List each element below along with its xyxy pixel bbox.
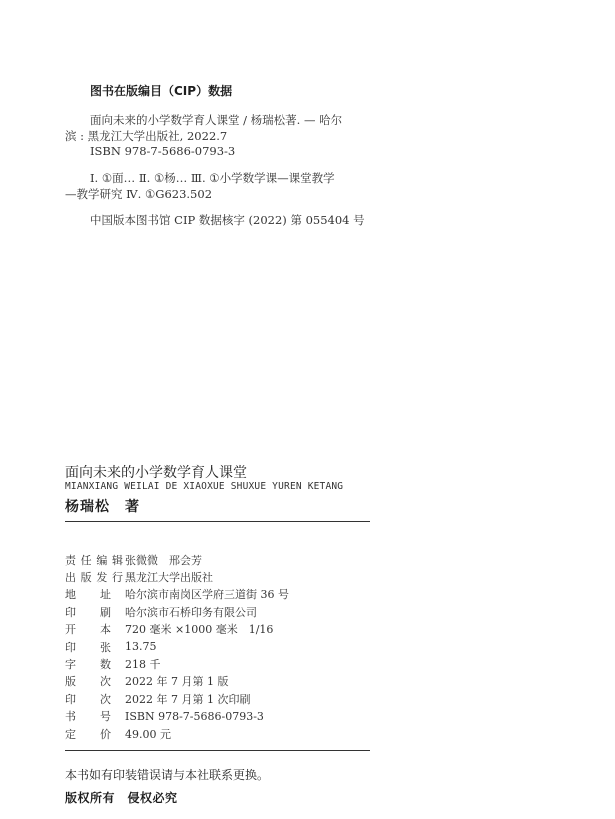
cip-publisher-line: 滨 : 黑龙江大学出版社, 2022.7 bbox=[65, 129, 228, 143]
publication-label-char: 本 bbox=[100, 623, 111, 637]
publication-label-char: 版 bbox=[65, 675, 76, 689]
cip-classification-line-2: —教学研究 Ⅳ. ①G623.502 bbox=[65, 187, 213, 201]
publication-row-value: 黑龙江大学出版社 bbox=[125, 571, 213, 585]
publication-row-value: 49.00 元 bbox=[125, 727, 171, 741]
publication-row-label bbox=[65, 708, 111, 724]
publication-label-char: 开 bbox=[65, 623, 76, 637]
publication-row-value: 13.75 bbox=[125, 640, 157, 654]
publication-label-char: 编 bbox=[96, 553, 108, 567]
publication-row-label bbox=[65, 569, 123, 585]
publication-row-label bbox=[65, 586, 111, 602]
publication-label-char: 地 bbox=[65, 588, 76, 602]
publication-row-label bbox=[65, 621, 111, 637]
cip-classification-line: Ⅰ. ①面… Ⅱ. ①杨… Ⅲ. ①小学数学课—课堂教学 bbox=[90, 171, 335, 185]
cip-library-line: 中国版本图书馆 CIP 数据核字 (2022) 第 055404 号 bbox=[90, 213, 365, 227]
publication-details bbox=[65, 551, 385, 742]
publication-label-char: 刷 bbox=[100, 605, 111, 619]
publication-label-char: 辑 bbox=[111, 553, 123, 567]
publication-row-value: 张微微 邢会芳 bbox=[125, 553, 202, 567]
publication-row-label bbox=[65, 552, 123, 568]
book-title-pinyin: MIANXIANG WEILAI DE XIAOXUE SHUXUE YUREN KETANG bbox=[65, 481, 344, 492]
publication-label-char: 址 bbox=[100, 588, 111, 602]
book-title: 面向未来的小学数学育人课堂 bbox=[65, 465, 247, 481]
publication-row-label bbox=[65, 673, 111, 689]
publication-row-value: 2022 年 7 月第 1 次印刷 bbox=[125, 692, 251, 706]
publication-row bbox=[65, 673, 385, 690]
publication-label-char: 书 bbox=[65, 710, 76, 724]
publication-label-char: 次 bbox=[100, 675, 111, 689]
cip-title-line: 面向未来的小学数学育人课堂 / 杨瑞松著. — 哈尔 bbox=[90, 113, 343, 127]
publication-row-value: 哈尔滨市南岗区学府三道街 36 号 bbox=[125, 588, 289, 602]
publication-row-label bbox=[65, 726, 111, 742]
publication-label-char: 数 bbox=[100, 658, 111, 672]
publication-label-char: 任 bbox=[80, 553, 92, 567]
publication-label-char: 行 bbox=[111, 571, 123, 585]
publication-row-label bbox=[65, 604, 111, 620]
publication-label-char: 印 bbox=[65, 605, 76, 619]
publication-row-label bbox=[65, 691, 111, 707]
divider-bottom bbox=[65, 750, 370, 751]
publication-row bbox=[65, 655, 385, 672]
publication-row-label bbox=[65, 656, 111, 672]
publication-label-char: 版 bbox=[80, 571, 92, 585]
publication-label-char: 张 bbox=[100, 640, 111, 654]
publication-label-char: 出 bbox=[65, 571, 76, 585]
publication-row-value: ISBN 978-7-5686-0793-3 bbox=[125, 709, 264, 723]
publication-row bbox=[65, 708, 385, 725]
publication-label-char: 号 bbox=[100, 710, 111, 724]
cip-isbn-line: ISBN 978-7-5686-0793-3 bbox=[90, 144, 236, 158]
publication-label-char: 印 bbox=[65, 692, 76, 706]
publication-row bbox=[65, 690, 385, 707]
publication-label-char: 印 bbox=[65, 640, 76, 654]
publication-row bbox=[65, 551, 385, 568]
divider-top bbox=[65, 521, 370, 522]
publication-label-char: 定 bbox=[65, 727, 76, 741]
publication-label-char: 次 bbox=[100, 692, 111, 706]
publication-row bbox=[65, 621, 385, 638]
book-author: 杨瑞松 著 bbox=[65, 499, 140, 515]
publication-label-char: 字 bbox=[65, 658, 76, 672]
publication-row bbox=[65, 568, 385, 585]
publication-row-value: 2022 年 7 月第 1 版 bbox=[125, 675, 229, 689]
publication-label-char: 发 bbox=[96, 571, 108, 585]
publication-label-char: 价 bbox=[100, 727, 111, 741]
publication-row bbox=[65, 603, 385, 620]
publication-row-label bbox=[65, 639, 111, 655]
publication-row bbox=[65, 725, 385, 742]
publication-row bbox=[65, 586, 385, 603]
publication-row bbox=[65, 638, 385, 655]
publication-label-char: 责 bbox=[65, 553, 76, 567]
cip-heading: 图书在版编目（CIP）数据 bbox=[90, 84, 233, 98]
publication-row-value: 哈尔滨市石桥印务有限公司 bbox=[125, 605, 257, 619]
publication-row-value: 218 千 bbox=[125, 658, 161, 672]
replacement-notice: 本书如有印装错误请与本社联系更换。 bbox=[65, 768, 270, 782]
publication-row-value: 720 毫米 ×1000 毫米 1/16 bbox=[125, 623, 274, 637]
copyright-notice: 版权所有 侵权必究 bbox=[65, 791, 178, 805]
